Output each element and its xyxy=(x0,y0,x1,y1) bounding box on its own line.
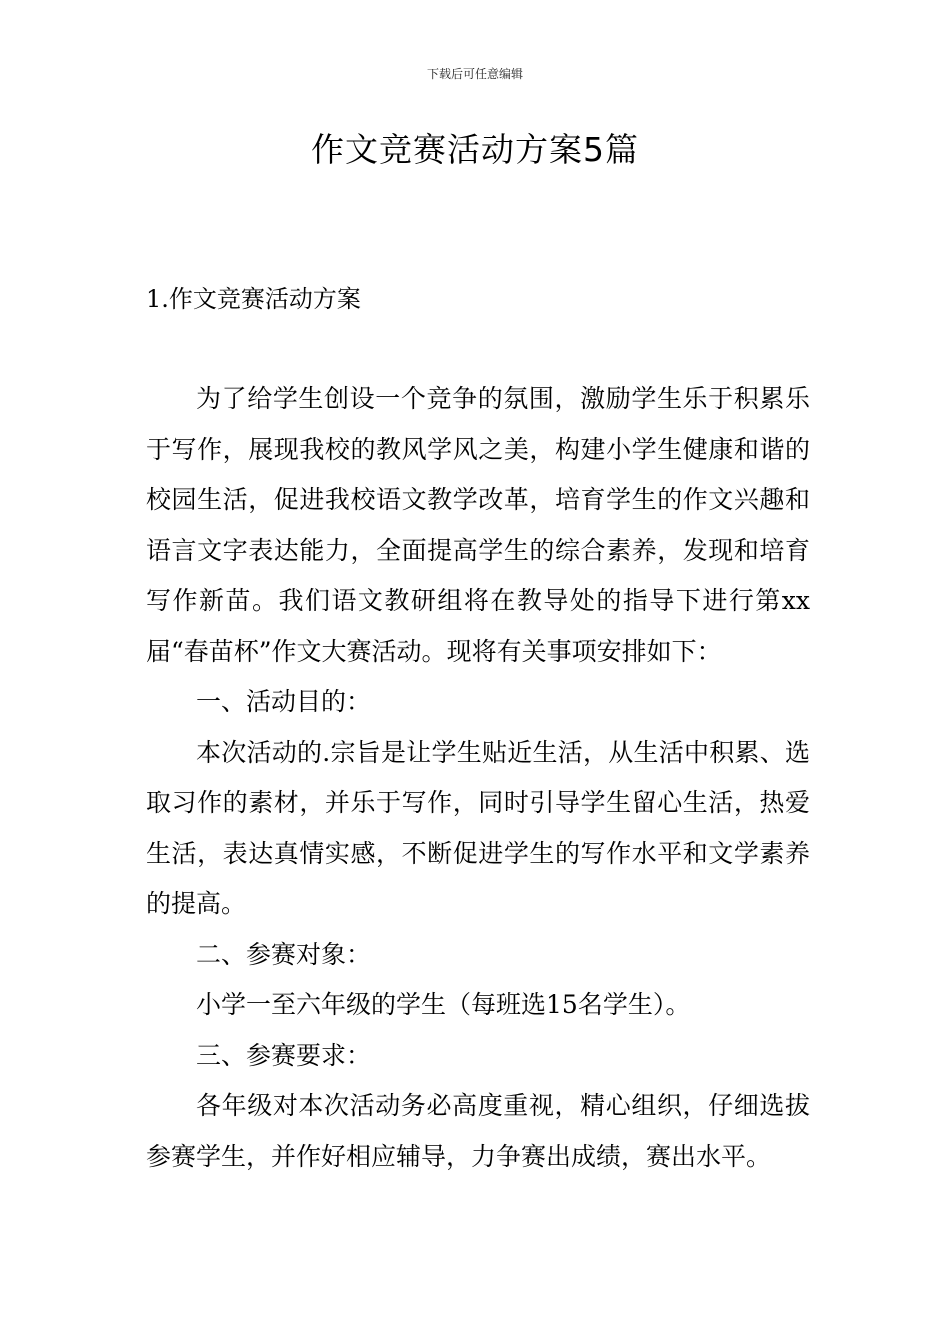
heading-requirements: 三、参赛要求： xyxy=(196,1040,372,1070)
header-note: 下载后可任意编辑 xyxy=(426,67,523,81)
participants-paragraph: 小学一至六年级的学生（每班选15名学生）。 xyxy=(196,990,691,1019)
requirements-paragraph: 各年级对本次活动务必高度重视，精心组织，仔细选拔参赛学生，并作好相应辅导，力争赛出成绩，赛出水平。 xyxy=(146,1091,810,1171)
intro-paragraph: 为了给学生创设一个竞争的氛围，激励学生乐于积累乐于写作，展现我校的教风学风之美，构建小学生健康和谐的校园生活，促进我校语文教学改革，培育学生的作文兴趣和语言文字表达能力，全面提高学生的综合素养，发现和培育写作新苗。我们语文教研组将在教导处的指导下进行第xx届“春苗杯”作文大赛活动。现将有关事项安排如下： xyxy=(146,384,810,666)
purpose-paragraph: 本次活动的.宗旨是让学生贴近生活，从生活中积累、选取习作的素材，并乐于写作，同时引导学生留心生活，热爱生活，表达真情实感，不断促进学生的写作水平和文学素养的提高。 xyxy=(146,737,810,918)
heading-activity-purpose: 一、活动目的： xyxy=(196,687,372,716)
body-text xyxy=(146,374,810,1182)
heading-participants: 二、参赛对象： xyxy=(196,939,372,969)
document-title: 作文竞赛活动方案5篇 xyxy=(311,130,639,169)
section-title: 1.作文竞赛活动方案 xyxy=(146,285,361,313)
